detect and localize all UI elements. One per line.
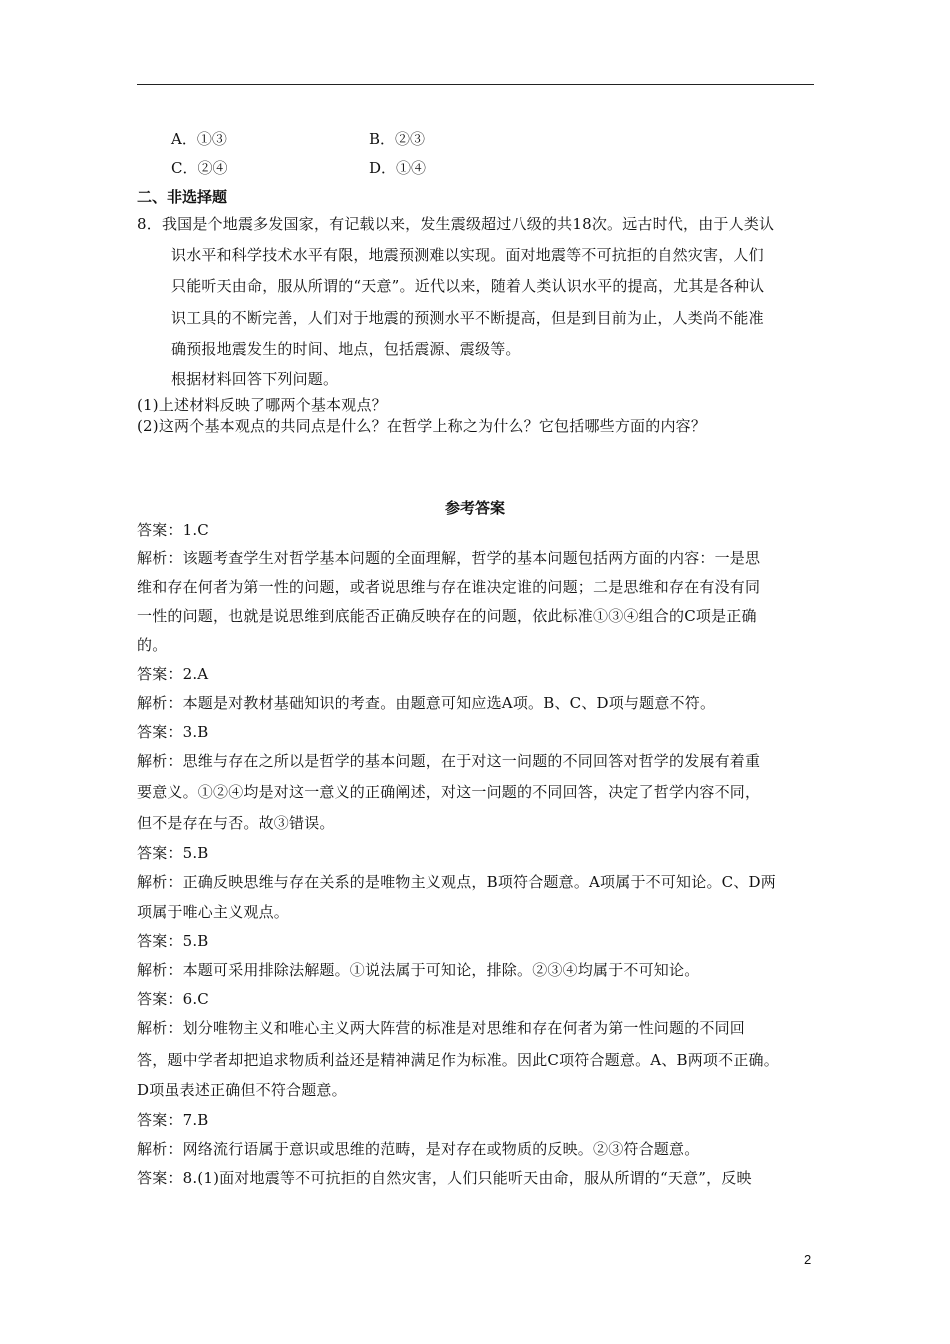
answer-line: 答，题中学者却把追求物质利益还是精神满足作为标准。因此C项符合题意。A、B两项不正确。	[137, 1051, 779, 1069]
answer-line: 答案：5.B	[137, 932, 209, 950]
question-8-line: 8．我国是个地震多发国家，有记载以来，发生震级超过八级的共18次。远古时代，由于人类认	[137, 215, 775, 233]
answer-line: 解析：思维与存在之所以是哲学的基本问题，在于对这一问题的不同回答对哲学的发展有着重	[137, 752, 761, 770]
answer-line: 解析：该题考查学生对哲学基本问题的全面理解，哲学的基本问题包括两方面的内容：一是思	[137, 549, 761, 567]
header-rule	[137, 84, 814, 85]
option-a: A．①③	[171, 130, 227, 148]
answer-line: 答案：3.B	[137, 723, 209, 741]
answer-line: 项属于唯心主义观点。	[137, 903, 290, 921]
question-8-line: 确预报地震发生的时间、地点，包括震源、震级等。	[171, 340, 521, 358]
answer-line: 答案：2.A	[137, 665, 209, 683]
answer-line: 但不是存在与否。故③错误。	[137, 814, 335, 832]
answer-line: 解析：划分唯物主义和唯心主义两大阵营的标准是对思维和存在何者为第一性问题的不同回	[137, 1019, 746, 1037]
option-d: D．①④	[369, 159, 427, 177]
question-8-sub2: (2)这两个基本观点的共同点是什么？在哲学上称之为什么？它包括哪些方面的内容？	[137, 417, 707, 435]
page-number: 2	[804, 1252, 812, 1267]
answer-line: 维和存在何者为第一性的问题，或者说思维与存在谁决定谁的问题；二是思维和存在有没有同	[137, 578, 761, 596]
answer-line: 解析：网络流行语属于意识或思维的范畴，是对存在或物质的反映。②③符合题意。	[137, 1140, 700, 1158]
option-c: C．②④	[171, 159, 228, 177]
answers-title: 参考答案	[444, 499, 505, 517]
answer-line: 解析：本题是对教材基础知识的考查。由题意可知应选A项。B、C、D项与题意不符。	[137, 694, 716, 712]
answer-line: 答案：5.B	[137, 844, 209, 862]
question-8-prompt: 根据材料回答下列问题。	[171, 370, 339, 388]
option-b: B．②③	[369, 130, 426, 148]
answer-line: 答案：6.C	[137, 990, 209, 1008]
section-heading: 二、非选择题	[137, 188, 228, 206]
answer-line: 的。	[137, 636, 168, 654]
question-8-line: 识工具的不断完善，人们对于地震的预测水平不断提高，但是到目前为止，人类尚不能准	[171, 309, 764, 327]
answer-line: 解析：正确反映思维与存在关系的是唯物主义观点，B项符合题意。A项属于不可知论。C、D两	[137, 873, 776, 891]
question-8-line: 只能听天由命，服从所谓的“天意”。近代以来，随着人类认识水平的提高，尤其是各种认	[171, 277, 765, 295]
answer-line: 一性的问题，也就是说思维到底能否正确反映存在的问题，依此标准①③④组合的C项是正确	[137, 607, 757, 625]
answer-line: 解析：本题可采用排除法解题。①说法属于可知论，排除。②③④均属于不可知论。	[137, 961, 700, 979]
answer-line: D项虽表述正确但不符合题意。	[137, 1081, 347, 1099]
question-8-line: 识水平和科学技术水平有限，地震预测难以实现。面对地震等不可抗拒的自然灾害，人们	[171, 246, 764, 264]
question-8-sub1: (1)上述材料反映了哪两个基本观点？	[137, 396, 387, 414]
answer-line: 要意义。①②④均是对这一意义的正确阐述，对这一问题的不同回答，决定了哲学内容不同，	[137, 783, 761, 801]
answer-line: 答案：7.B	[137, 1111, 209, 1129]
answer-line: 答案：1.C	[137, 521, 209, 539]
answer-line: 答案：8.(1)面对地震等不可抗拒的自然灾害，人们只能听天由命，服从所谓的“天意”，反映	[137, 1169, 752, 1187]
